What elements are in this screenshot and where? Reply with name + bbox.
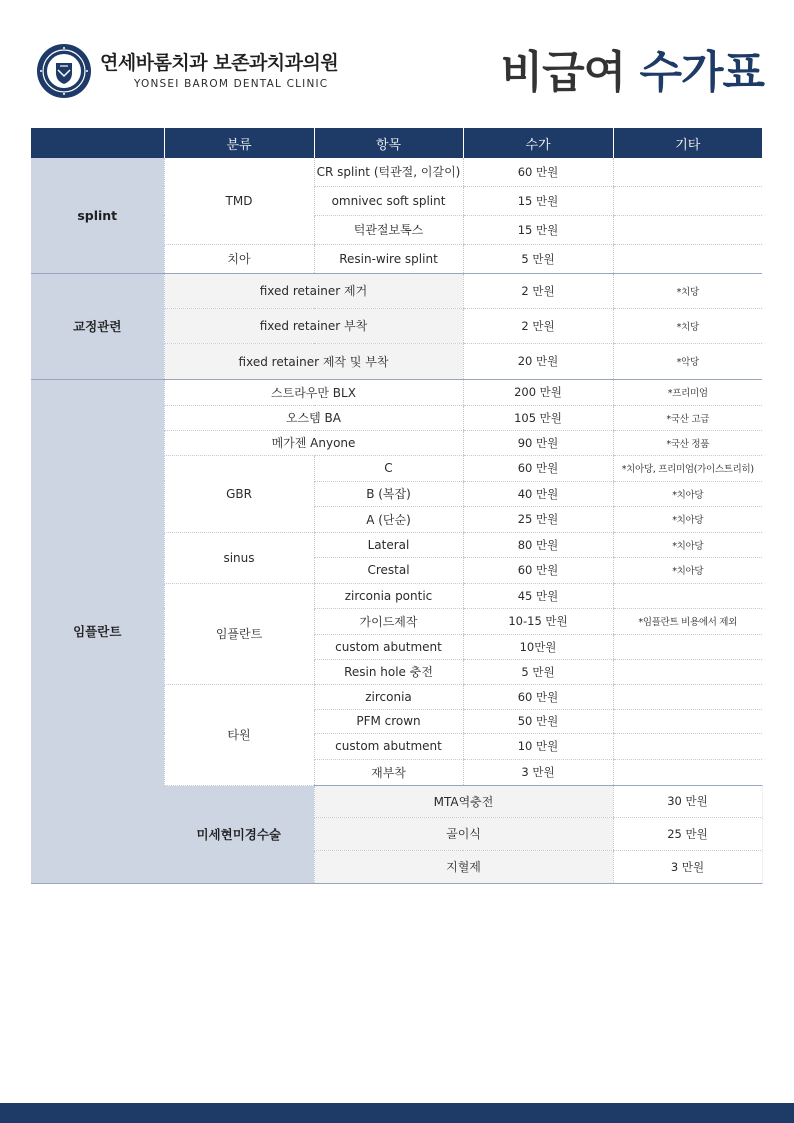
item-cell: Crestal — [314, 557, 463, 583]
note-cell — [613, 759, 762, 785]
header-cell — [31, 128, 164, 158]
price-cell: 25 만원 — [613, 817, 762, 850]
header-cell: 기타 — [613, 128, 762, 158]
table-row — [31, 379, 762, 405]
subcategory-cell: 타원 — [164, 684, 314, 785]
note-cell: *프리미엄 — [613, 379, 762, 405]
price-cell: 60 만원 — [463, 455, 613, 481]
item-cell: Resin hole 충전 — [314, 659, 463, 684]
item-cell: B (복잡) — [314, 481, 463, 506]
item-cell: omnivec soft splint — [314, 186, 463, 215]
item-cell: A (단순) — [314, 506, 463, 532]
price-cell: 2 만원 — [463, 308, 613, 343]
item-cell: zirconia pontic — [314, 583, 463, 608]
note-cell: *치아당 — [613, 532, 762, 557]
category-cell: 미세현미경수술 — [164, 785, 314, 883]
price-cell: 60 만원 — [463, 158, 613, 186]
category-cell: 임플란트 — [31, 379, 164, 883]
clinic-name: 연세바롬치과 보존과치과의원 — [100, 52, 339, 74]
note-cell: *국산 정품 — [613, 430, 762, 455]
price-cell: 40 만원 — [463, 481, 613, 506]
price-cell: 200 만원 — [463, 379, 613, 405]
subcategory-cell: 치아 — [164, 244, 314, 273]
table-header-row — [31, 128, 762, 158]
item-cell: fixed retainer 부착 — [164, 308, 463, 343]
note-cell: *치당 — [613, 308, 762, 343]
table-row — [31, 273, 762, 308]
note-cell — [613, 634, 762, 659]
price-cell: 90 만원 — [463, 430, 613, 455]
price-cell: 105 만원 — [463, 405, 613, 430]
price-cell: 45 만원 — [463, 583, 613, 608]
price-cell: 10-15 만원 — [463, 608, 613, 634]
price-cell: 60 만원 — [463, 557, 613, 583]
note-cell — [613, 158, 762, 186]
item-cell: Lateral — [314, 532, 463, 557]
subcategory-cell: GBR — [164, 455, 314, 532]
note-cell — [613, 684, 762, 709]
item-cell: 스트라우만 BLX — [164, 379, 463, 405]
item-cell: custom abutment — [314, 733, 463, 759]
price-cell: 5 만원 — [463, 659, 613, 684]
price-cell: 15 만원 — [463, 186, 613, 215]
note-cell — [613, 215, 762, 244]
price-cell: 15 만원 — [463, 215, 613, 244]
item-cell: PFM crown — [314, 709, 463, 733]
note-cell: *임플란트 비용에서 제외 — [613, 608, 762, 634]
item-cell: 메가젠 Anyone — [164, 430, 463, 455]
page-title — [501, 36, 764, 100]
university-seal-icon — [36, 43, 92, 99]
item-cell: Resin-wire splint — [314, 244, 463, 273]
item-cell: 오스템 BA — [164, 405, 463, 430]
price-cell: 3 만원 — [463, 759, 613, 785]
header-cell: 항목 — [314, 128, 463, 158]
item-cell: fixed retainer 제작 및 부착 — [164, 343, 463, 379]
item-cell: MTA역충전 — [314, 785, 613, 817]
note-cell — [613, 659, 762, 684]
price-cell: 80 만원 — [463, 532, 613, 557]
item-cell: 재부착 — [314, 759, 463, 785]
item-cell: 골이식 — [314, 817, 613, 850]
fee-table — [31, 128, 762, 884]
note-cell: *치아당, 프리미엄(가이스트리히) — [613, 455, 762, 481]
category-cell: splint — [31, 158, 164, 273]
price-cell: 30 만원 — [613, 785, 762, 817]
note-cell — [613, 244, 762, 273]
price-cell: 3 만원 — [613, 850, 762, 883]
price-cell: 25 만원 — [463, 506, 613, 532]
note-cell: *치아당 — [613, 557, 762, 583]
header-cell: 수가 — [463, 128, 613, 158]
note-cell: *악당 — [613, 343, 762, 379]
title-part-1: 비급여 — [500, 47, 626, 98]
page-header — [0, 0, 794, 128]
price-cell: 2 만원 — [463, 273, 613, 308]
header-cell: 분류 — [164, 128, 314, 158]
price-cell: 20 만원 — [463, 343, 613, 379]
note-cell — [613, 583, 762, 608]
note-cell — [613, 709, 762, 733]
price-cell: 50 만원 — [463, 709, 613, 733]
subcategory-cell: TMD — [164, 158, 314, 244]
note-cell — [613, 186, 762, 215]
title-part-2: 수가표 — [639, 47, 764, 98]
item-cell: fixed retainer 제거 — [164, 273, 463, 308]
subcategory-cell: sinus — [164, 532, 314, 583]
price-cell: 10만원 — [463, 634, 613, 659]
note-cell: *국산 고급 — [613, 405, 762, 430]
item-cell: CR splint (턱관절, 이갈이) — [314, 158, 463, 186]
item-cell: custom abutment — [314, 634, 463, 659]
item-cell: 턱관절보톡스 — [314, 215, 463, 244]
item-cell: C — [314, 455, 463, 481]
price-cell: 10 만원 — [463, 733, 613, 759]
clinic-name-english: YONSEI BAROM DENTAL CLINIC — [134, 78, 329, 90]
note-cell — [613, 733, 762, 759]
item-cell: zirconia — [314, 684, 463, 709]
item-cell: 가이드제작 — [314, 608, 463, 634]
item-cell: 지혈제 — [314, 850, 613, 883]
price-cell: 60 만원 — [463, 684, 613, 709]
table-row — [31, 158, 762, 186]
subcategory-cell: 임플란트 — [164, 583, 314, 684]
category-cell: 교정관련 — [31, 273, 164, 379]
footer-bar — [0, 1103, 794, 1123]
price-cell: 5 만원 — [463, 244, 613, 273]
note-cell: *치아당 — [613, 481, 762, 506]
note-cell: *치당 — [613, 273, 762, 308]
note-cell: *치아당 — [613, 506, 762, 532]
